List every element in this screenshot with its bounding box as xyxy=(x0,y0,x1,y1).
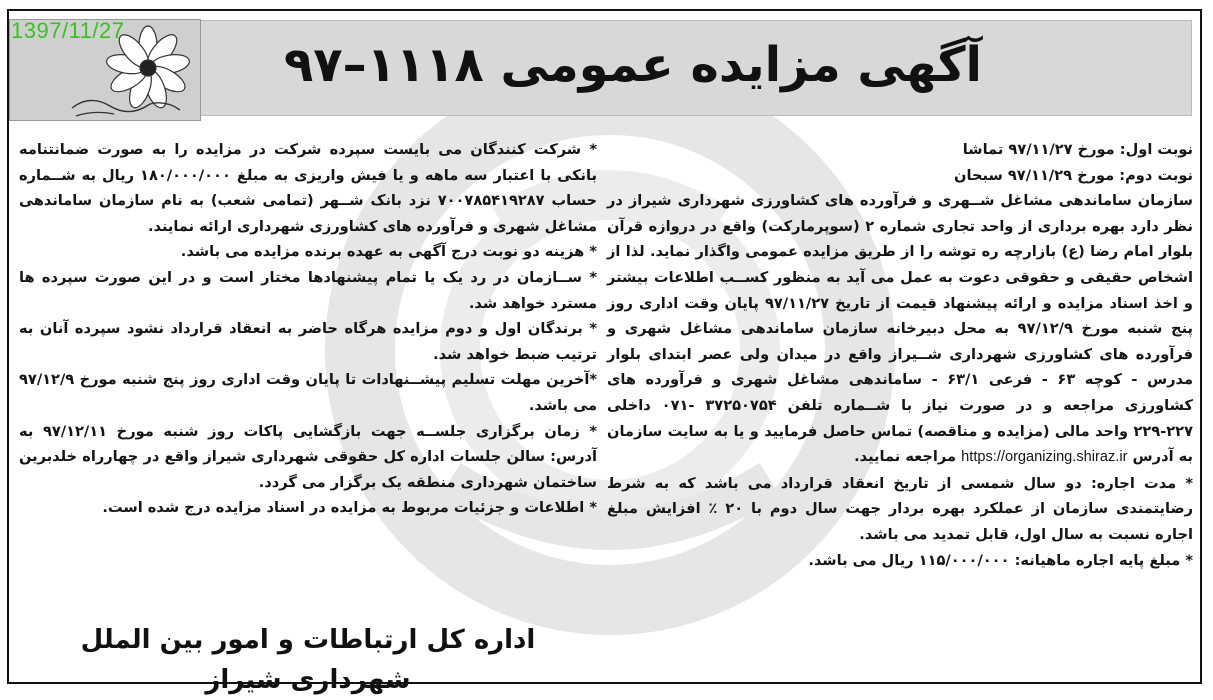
deposit-condition: * شرکت کنندگان می بایست سپرده شرکت در مزایده را به صورت ضمانتنامه بانکی با اعتبار سه ماهه و یا فیش واریزی به مبلغ ۱۸۰/۰۰۰/۰۰۰ ریال به شــماره حساب ۷۰۰۷۸۵۴۱۹۲۸۷ نزد بانک شــهر (تمامی شعب) به نام سازمان ساماندهی مشاغل شهری و فرآورده های کشاورزی شهرداری ارائه نمایند. xyxy=(19,141,597,235)
details-condition: * اطلاعات و جزئیات مربوط به مزایده در اسناد مزایده درج شده است. xyxy=(102,499,597,517)
lease-term-paragraph: * مدت اجاره: دو سال شمسی از تاریخ انعقاد قرارداد می باشد که به شرط رضایتمندی سازمان از عملکرد بهره بردار جهت سال دوم با ۲۰ ٪ افزایش مبلغ اجاره نسبت به سال اول، قابل تمدید می باشد. xyxy=(607,474,1193,543)
main-paragraph-end: مراجعه نمایید. xyxy=(854,448,957,466)
deadline-condition: *آخرین مهلت تسلیم پیشــنهادات تا پایان وقت اداری روز پنج شنبه مورخ ۹۷/۱۲/۹ می باشد. xyxy=(19,371,597,414)
first-notice-line: نوبت اول: مورخ ۹۷/۱۱/۲۷ تماشا xyxy=(962,141,1193,158)
issuer-signature: اداره کل ارتباطات و امور بین الملل شهرداری شیراز xyxy=(80,625,536,695)
main-paragraph xyxy=(607,188,1193,471)
website-link[interactable]: https://organizing.shiraz.ir xyxy=(961,449,1128,466)
base-rent-line: * مبلغ پایه اجاره ماهیانه: ۱۱۵/۰۰۰/۰۰۰ ریال می باشد. xyxy=(808,551,1193,569)
winners-condition: * برندگان اول و دوم مزایده هرگاه حاضر به انعقاد قرارداد نشود سپرده آنان به ترتیب ضبط خواهد شد. xyxy=(19,320,597,363)
opening-session-condition: * زمان برگزاری جلســه جهت بازگشایی پاکات روز شنبه مورخ ۹۷/۱۲/۱۱ به آدرس: سالن جلسات اداره کل حقوقی شهرداری شیراز واقع در چهارراه خلدبرین ساختمان شهرداری منطقه یک برگزار می گردد. xyxy=(19,422,597,491)
second-notice-line: نوبت دوم: مورخ ۹۷/۱۱/۲۹ سبحان xyxy=(954,166,1193,184)
date-stamp: 1397/11/27 xyxy=(11,18,125,43)
ad-cost-condition: * هزینه دو نوبت درج آگهی به عهده برنده مزایده می باشد. xyxy=(180,243,597,261)
right-column xyxy=(607,137,1193,573)
page-title: آگهی مزایده عمومی ۱۱۱۸–۹۷ xyxy=(284,37,982,93)
left-column xyxy=(19,137,597,521)
rejection-condition: * ســازمان در رد یک یا تمام پیشنهادها مختار است و در این صورت سپرده ها مسترد خواهد شد. xyxy=(19,268,597,312)
main-paragraph-text: سازمان ساماندهی مشاغل شــهری و فرآورده های کشاورزی شهرداری شیراز در نظر دارد بهره برداری از واحد تجاری شماره ۲ (سوپرمارکت) واقع در دروازه قرآن بلوار امام رضا (ع) بازارچه ره توشه را از طریق مزایده عمومی واگذار نماید. لذا از اشخاص حقیقی و حقوقی دعوت به عمل می آید به منظور کســب اطلاعات بیشتر و اخذ اسناد مزایده و ارائه پیشنهاد قیمت از تاریخ ۹۷/۱۱/۲۷ پایان وقت اداری روز پنج شنبه مورخ ۹۷/۱۲/۹ به محل دبیرخانه سازمان ساماندهی مشاغل شهری و فرآورده های کشاورزی شهرداری شــیراز واقع در میدان ولی عصر ابتدای بلوار مدرس - کوچه ۶۳ - فرعی ۶۳/۱ - ساماندهی مشاغل شهری و فرآورده های کشاورزی مراجعه و در صورت نیاز با شــماره تلفن ۳۷۲۵۰۷۵۴ -۰۷۱ داخلی ۲۲۷-۲۲۹ واحد مالی (مزایده و مناقصه) تماس حاصل فرمایید و یا به سایت سازمان به آدرس xyxy=(607,192,1194,466)
